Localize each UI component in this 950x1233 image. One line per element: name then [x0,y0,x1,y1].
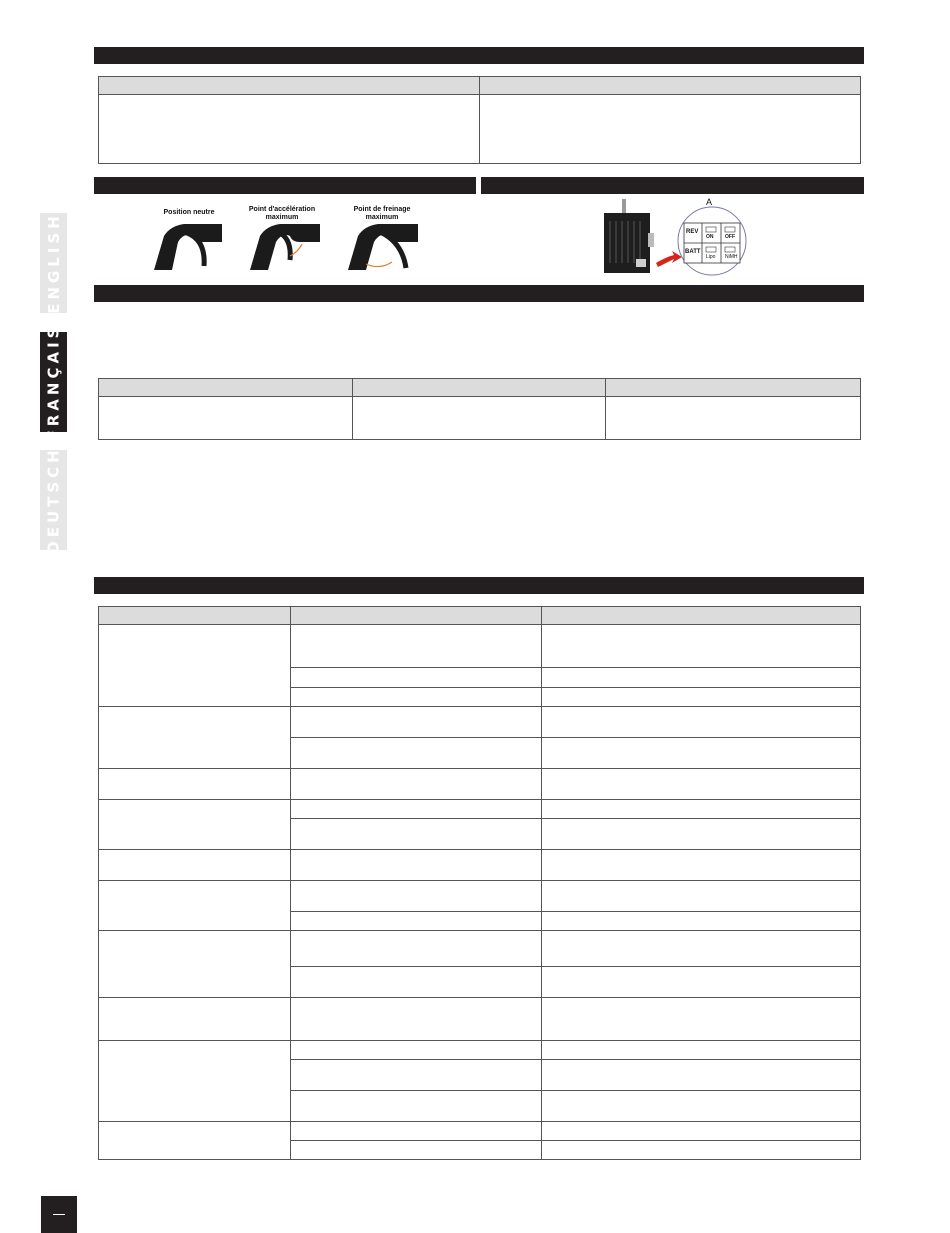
table-cell [606,397,861,440]
tab-francais-label: FRANÇAIS [44,323,63,441]
table-cell [291,998,542,1041]
table-cell [353,397,606,440]
table-cell [542,912,861,931]
table-header-row [99,379,861,397]
table-row [99,1041,861,1060]
trigger-positions-figure [144,198,424,276]
table-cell [542,800,861,819]
table-header-cell [542,607,861,625]
section-header-bar [94,47,864,64]
accel-caption-line1: Point d'accélération [248,206,316,213]
batt-label: BATT [685,249,701,255]
table-cell [291,668,542,688]
table-cell [542,769,861,800]
table-cell [99,397,353,440]
table-cell [99,800,291,850]
table-row [99,1122,861,1141]
table-cell [542,967,861,998]
table-cell [480,95,861,164]
table-header-cell [99,379,353,397]
switch-settings-figure [600,197,748,277]
tab-deutsch-label: DEUTSCH [44,446,63,554]
trigger-accel-icon [250,224,320,270]
troubleshooting-table [98,606,861,1160]
table-row [99,850,861,881]
table-header-cell [291,607,542,625]
table-cell [291,1060,542,1091]
table-cell [291,819,542,850]
page-number-box [41,1196,77,1233]
table-cell [291,1141,542,1160]
table-cell [542,998,861,1041]
rev-label: REV [686,229,699,235]
nimh-label: NiMH [725,254,738,260]
section-header-bar [94,577,864,594]
table-cell [542,850,861,881]
table-cell [291,625,542,668]
table-row [99,95,861,164]
table-cell [99,707,291,769]
table-cell [291,931,542,967]
table-cell [542,738,861,769]
table-row [99,800,861,819]
table-cell [291,1091,542,1122]
table-row [99,625,861,668]
table-cell [99,95,480,164]
trigger-brake-icon [348,224,418,270]
table-cell [99,998,291,1041]
table-header-cell [99,77,480,95]
table-cell [291,850,542,881]
table-row [99,998,861,1041]
table-cell [291,1122,542,1141]
table-cell [291,912,542,931]
lipo-label: Lipo [706,254,716,260]
table-header-row [99,607,861,625]
section-header-bar-left [94,177,476,194]
tab-francais[interactable] [40,323,67,441]
accel-caption-line2: maximum [265,214,299,221]
table-cell [291,707,542,738]
table-cell [542,1041,861,1060]
table-cell [291,738,542,769]
table-header-cell [353,379,606,397]
table-cell [542,625,861,668]
table-header-cell [480,77,861,95]
table-cell [99,931,291,998]
callout-a-label: A [706,197,713,207]
table-cell [99,881,291,931]
table-cell [291,881,542,912]
specs-table [98,76,861,164]
table-cell [291,1041,542,1060]
trigger-neutral-icon [154,224,222,270]
page-number-dash [53,1214,65,1215]
on-label: ON [706,234,714,240]
table-cell [542,931,861,967]
table-cell [99,769,291,800]
table-row [99,707,861,738]
neutral-position-caption: Position neutre [163,209,215,216]
table-cell [542,668,861,688]
table-cell [99,1122,291,1160]
table-cell [542,1091,861,1122]
tab-english[interactable] [40,213,67,313]
table-header-cell [99,607,291,625]
table-cell [542,707,861,738]
table-header-row [99,77,861,95]
table-cell [542,688,861,707]
table-header-cell [606,379,861,397]
section-header-bar [94,285,864,302]
table-cell [542,881,861,912]
table-cell [542,819,861,850]
trigger-illustrations [144,198,424,276]
table-cell [542,1141,861,1160]
off-label: OFF [725,234,735,240]
table-row [99,881,861,912]
table-cell [99,625,291,707]
brake-caption-line2: maximum [365,214,399,221]
table-cell [291,769,542,800]
table-cell [99,850,291,881]
table-cell [291,967,542,998]
brake-caption-line1: Point de freinage [353,206,411,213]
table-cell [291,688,542,707]
table-row [99,931,861,967]
table-row [99,769,861,800]
table-cell [542,1122,861,1141]
table-cell [542,1060,861,1091]
settings-table [98,378,861,440]
section-header-bar-right [481,177,864,194]
tab-deutsch[interactable] [40,446,67,554]
tab-english-label: ENGLISH [44,212,63,314]
table-cell [99,1041,291,1122]
table-row [99,397,861,440]
table-cell [291,800,542,819]
